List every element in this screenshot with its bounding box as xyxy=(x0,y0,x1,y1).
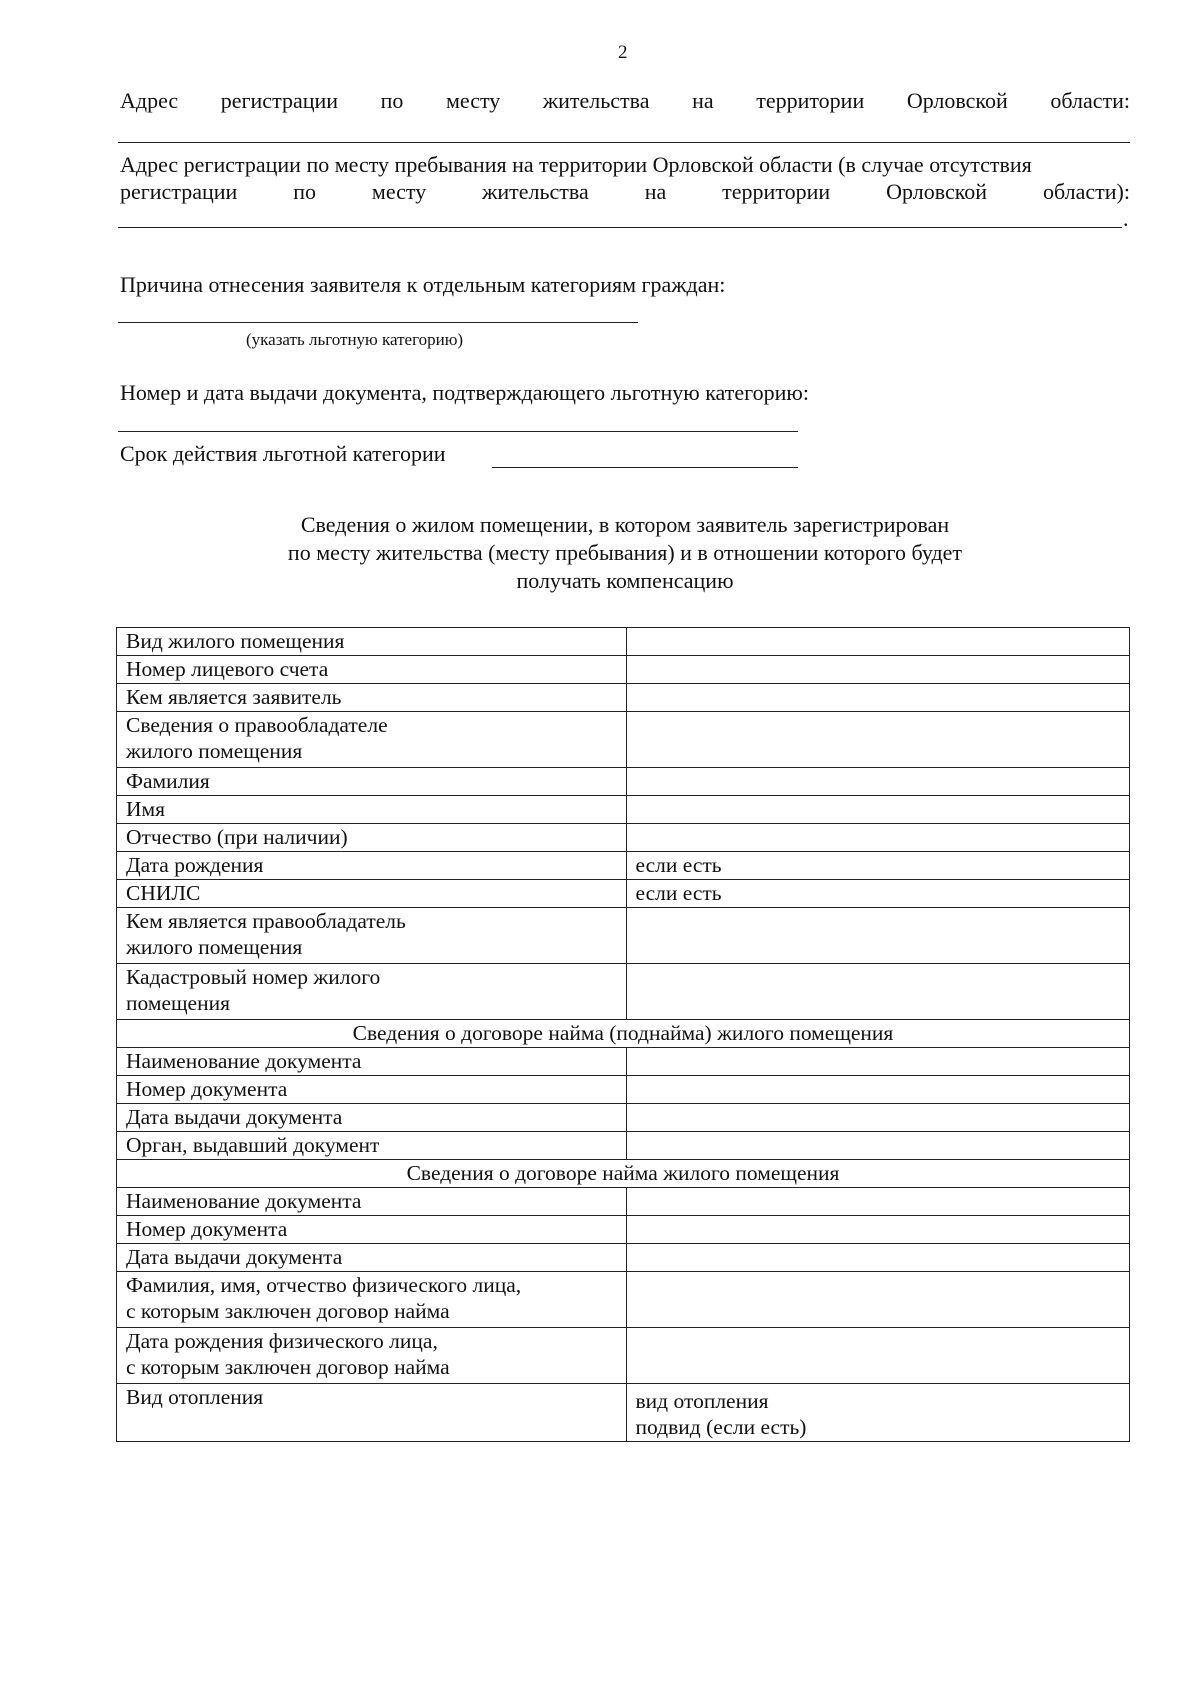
row-value[interactable] xyxy=(626,1328,1129,1384)
word: по xyxy=(293,179,316,204)
table-row xyxy=(117,964,1130,1020)
row-label: Орган, выдавший документ xyxy=(117,1132,627,1160)
row-value[interactable] xyxy=(626,1272,1129,1328)
row-value[interactable] xyxy=(626,908,1129,964)
word: области: xyxy=(1050,88,1130,113)
row-value[interactable] xyxy=(626,712,1129,768)
row-value[interactable]: если есть xyxy=(626,880,1129,908)
category-reason-hint: (указать льготную категорию) xyxy=(246,330,464,349)
table-row xyxy=(117,1244,1130,1272)
stay-address-label-line1: Адрес регистрации по месту пребывания на территории Орловской области (в случае отсутствия xyxy=(120,152,1032,177)
table-row xyxy=(117,1076,1130,1104)
word: регистрации xyxy=(220,88,339,113)
row-label: Дата выдачи документа xyxy=(117,1244,627,1272)
table-row xyxy=(117,768,1130,796)
label-line: Кем является правообладатель xyxy=(126,909,406,933)
section-heading xyxy=(120,511,1130,595)
row-label: Вид отопления xyxy=(117,1384,627,1442)
document-number-label: Номер и дата выдачи документа, подтверждающего льготную категорию: xyxy=(120,380,809,405)
row-label: Отчество (при наличии) xyxy=(117,824,627,852)
table-row xyxy=(117,1328,1130,1384)
value-line: вид отопления xyxy=(635,1389,769,1413)
section-heading-line2: по месту жительства (месту пребывания) и в отношении которого будет xyxy=(287,540,963,565)
word: Адрес xyxy=(120,88,179,113)
row-value[interactable] xyxy=(626,1132,1129,1160)
word: месту xyxy=(371,179,427,204)
row-value[interactable] xyxy=(626,1216,1129,1244)
row-label xyxy=(117,908,627,964)
word: жительства xyxy=(482,179,589,204)
word: месту xyxy=(445,88,501,113)
row-label: Фамилия xyxy=(117,768,627,796)
row-label: Дата выдачи документа xyxy=(117,1104,627,1132)
section-header-row xyxy=(117,1020,1130,1048)
section-title: Сведения о договоре найма жилого помещения xyxy=(117,1160,1130,1188)
label-line: Фамилия, имя, отчество физического лица, xyxy=(126,1273,522,1297)
row-label: Наименование документа xyxy=(117,1188,627,1216)
word: регистрации xyxy=(120,179,238,204)
row-label: Номер лицевого счета xyxy=(117,656,627,684)
row-label: Кем является заявитель xyxy=(117,684,627,712)
table-row xyxy=(117,1048,1130,1076)
validity-label: Срок действия льготной категории xyxy=(120,441,446,466)
row-label: Вид жилого помещения xyxy=(117,628,627,656)
row-value[interactable] xyxy=(626,1244,1129,1272)
page-number: 2 xyxy=(618,42,628,63)
label-line: с которым заключен договор найма xyxy=(126,1355,450,1379)
row-label: Номер документа xyxy=(117,1076,627,1104)
word: по xyxy=(380,88,404,113)
table-row xyxy=(117,628,1130,656)
table-row xyxy=(117,796,1130,824)
word: территории xyxy=(722,179,831,204)
row-value[interactable] xyxy=(626,824,1129,852)
label-line: жилого помещения xyxy=(126,935,303,959)
word: Орловской xyxy=(906,88,1008,113)
value-line: подвид (если есть) xyxy=(635,1415,807,1439)
row-value[interactable] xyxy=(626,1104,1129,1132)
table-row xyxy=(117,1384,1130,1442)
table-row xyxy=(117,712,1130,768)
word: на xyxy=(644,179,667,204)
row-value[interactable] xyxy=(626,684,1129,712)
section-title: Сведения о договоре найма (поднайма) жилого помещения xyxy=(117,1020,1130,1048)
row-value[interactable] xyxy=(626,768,1129,796)
word: территории xyxy=(756,88,865,113)
table-row xyxy=(117,852,1130,880)
row-value[interactable] xyxy=(626,1384,1129,1442)
category-reason-label: Причина отнесения заявителя к отдельным категориям граждан: xyxy=(120,272,726,297)
row-label xyxy=(117,1328,627,1384)
table-row xyxy=(117,1272,1130,1328)
label-line: Дата рождения физического лица, xyxy=(126,1329,438,1353)
category-reason-line[interactable] xyxy=(118,322,638,323)
table-row xyxy=(117,684,1130,712)
stay-address-line[interactable] xyxy=(118,227,1122,228)
residence-address-line[interactable] xyxy=(118,142,1130,143)
row-label: Дата рождения xyxy=(117,852,627,880)
row-value[interactable] xyxy=(626,1188,1129,1216)
document-number-line[interactable] xyxy=(118,431,798,432)
label-line: с которым заключен договор найма xyxy=(126,1299,450,1323)
row-value[interactable] xyxy=(626,1076,1129,1104)
row-value[interactable]: если есть xyxy=(626,852,1129,880)
label-line: жилого помещения xyxy=(126,739,303,763)
row-label xyxy=(117,964,627,1020)
row-value[interactable] xyxy=(626,964,1129,1020)
table-row xyxy=(117,1216,1130,1244)
table-row xyxy=(117,656,1130,684)
row-label xyxy=(117,1272,627,1328)
table-row xyxy=(117,1104,1130,1132)
validity-line[interactable] xyxy=(492,467,798,468)
table-row xyxy=(117,1132,1130,1160)
row-value[interactable] xyxy=(626,628,1129,656)
section-header-row xyxy=(117,1160,1130,1188)
stay-address-end-mark: . xyxy=(1123,206,1129,231)
row-label: Номер документа xyxy=(117,1216,627,1244)
word: области): xyxy=(1043,179,1130,204)
housing-info-table xyxy=(116,627,1130,1442)
table-row xyxy=(117,880,1130,908)
label-line: Сведения о правообладателе xyxy=(126,713,388,737)
row-label: Имя xyxy=(117,796,627,824)
table-row xyxy=(117,824,1130,852)
section-heading-line1: Сведения о жилом помещении, в котором заявитель зарегистрирован xyxy=(300,512,950,537)
row-value[interactable] xyxy=(626,1048,1129,1076)
label-line: Кадастровый номер жилого xyxy=(126,965,381,989)
label-line: помещения xyxy=(126,991,230,1015)
section-heading-line3: получать компенсацию xyxy=(516,568,734,593)
stay-address-label-line2 xyxy=(120,179,1130,205)
row-label: Наименование документа xyxy=(117,1048,627,1076)
row-value[interactable] xyxy=(626,656,1129,684)
row-value[interactable] xyxy=(626,796,1129,824)
row-label xyxy=(117,712,627,768)
table-row xyxy=(117,1188,1130,1216)
residence-address-label xyxy=(120,88,1130,114)
word: Орловской xyxy=(886,179,988,204)
word: жительства xyxy=(542,88,650,113)
row-label: СНИЛС xyxy=(117,880,627,908)
word: на xyxy=(692,88,714,113)
table-row xyxy=(117,908,1130,964)
